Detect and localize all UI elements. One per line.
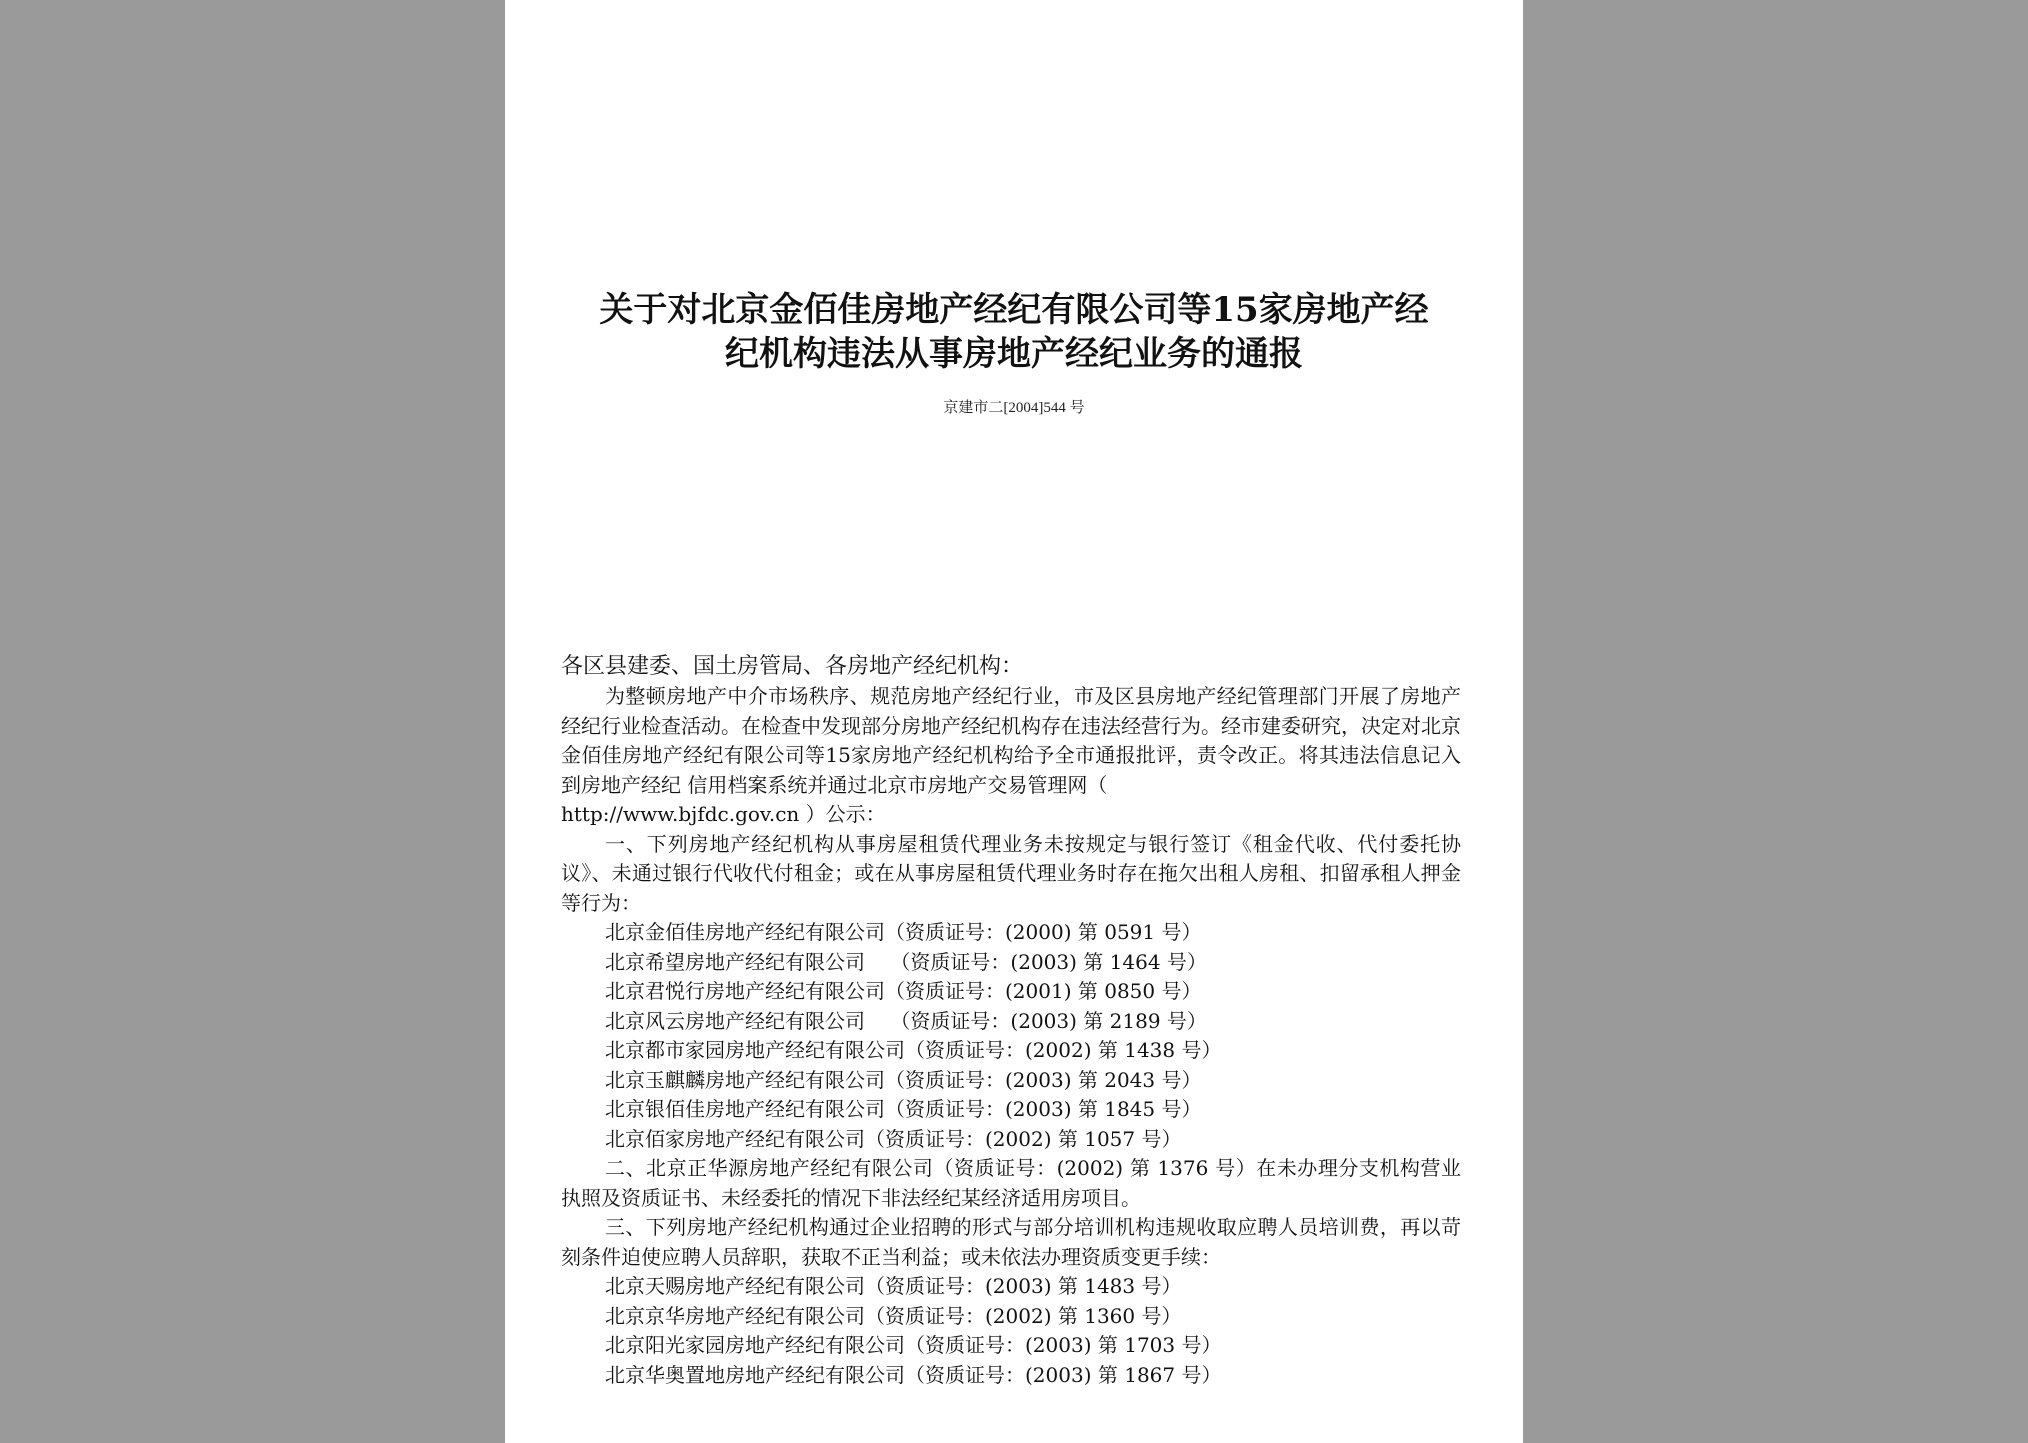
list-item: 北京天赐房地产经纪有限公司（资质证号：(2003) 第 1483 号）: [605, 1274, 1182, 1298]
list-item: 北京希望房地产经纪有限公司 （资质证号：(2003) 第 1464 号）: [605, 949, 1207, 974]
list-item: 北京华奥置地房地产经纪有限公司（资质证号：(2003) 第 1867 号）: [605, 1362, 1222, 1387]
document-number: 京建市二[2004]544 号: [943, 400, 1085, 416]
document-page: [505, 0, 1523, 1443]
list-item: 北京金佰佳房地产经纪有限公司（资质证号：(2000) 第 0591 号）: [605, 920, 1202, 944]
document-title: [505, 288, 1523, 376]
list-item: 北京都市家园房地产经纪有限公司（资质证号：(2002) 第 1438 号）: [605, 1038, 1222, 1062]
section-3-company-list: [561, 1272, 1461, 1390]
list-item: 北京京华房地产经纪有限公司（资质证号：(2002) 第 1360 号）: [605, 1303, 1182, 1328]
intro-url-line: http://www.bjfdc.gov.cn ）公示：: [561, 802, 886, 826]
section-3-text: 三、下列房地产经纪机构通过企业招聘的形式与部分培训机构违规收取应聘人员培训费，再以苛刻条件迫使应聘人员辞职，获取不正当利益；或未依法办理资质变更手续：: [561, 1215, 1461, 1269]
list-item: 北京阳光家园房地产经纪有限公司（资质证号：(2003) 第 1703 号）: [605, 1333, 1222, 1357]
section-2-text: 二、北京正华源房地产经纪有限公司（资质证号：(2002) 第 1376 号）在未办理分支机构营业执照及资质证书、未经委托的情况下非法经纪某经济适用房项目。: [561, 1156, 1461, 1210]
intro-paragraph: [561, 682, 1461, 800]
intro-text: 为整顿房地产中介市场秩序、规范房地产经纪行业，市及区县房地产经纪管理部门开展了房地产经纪行业检查活动。在检查中发现部分房地产经纪机构存在违法经营行为。经市建委研究，决定对北京金佰佳房地产经纪有限公司等15家房地产经纪机构给予全市通报批评，责令改正。将其违法信息记入到房地产经纪 信用档案系统并通过北京市房地产交易管理网（: [561, 684, 1461, 797]
document-body: [561, 652, 1461, 1390]
list-item: 北京风云房地产经纪有限公司 （资质证号：(2003) 第 2189 号）: [605, 1008, 1207, 1033]
list-item: 北京佰家房地产经纪有限公司（资质证号：(2002) 第 1057 号）: [605, 1126, 1182, 1151]
list-item: 北京银佰佳房地产经纪有限公司（资质证号：(2003) 第 1845 号）: [605, 1097, 1202, 1121]
list-item: 北京玉麒麟房地产经纪有限公司（资质证号：(2003) 第 2043 号）: [605, 1067, 1202, 1092]
section-1-text: 一、下列房地产经纪机构从事房屋租赁代理业务未按规定与银行签订《租金代收、代付委托协议》、未通过银行代收代付租金；或在从事房屋租赁代理业务时存在拖欠出租人房租、扣留承租人押金等行为：: [561, 831, 1461, 915]
title-line-1: 关于对北京金佰佳房地产经纪有限公司等15家房地产经: [599, 290, 1429, 330]
title-line-2: 纪机构违法从事房地产经纪业务的通报: [725, 334, 1303, 374]
section-1-company-list: [561, 918, 1461, 1154]
list-item: 北京君悦行房地产经纪有限公司（资质证号：(2001) 第 0850 号）: [605, 979, 1202, 1003]
salutation: 各区县建委、国土房管局、各房地产经纪机构：: [561, 654, 1024, 679]
